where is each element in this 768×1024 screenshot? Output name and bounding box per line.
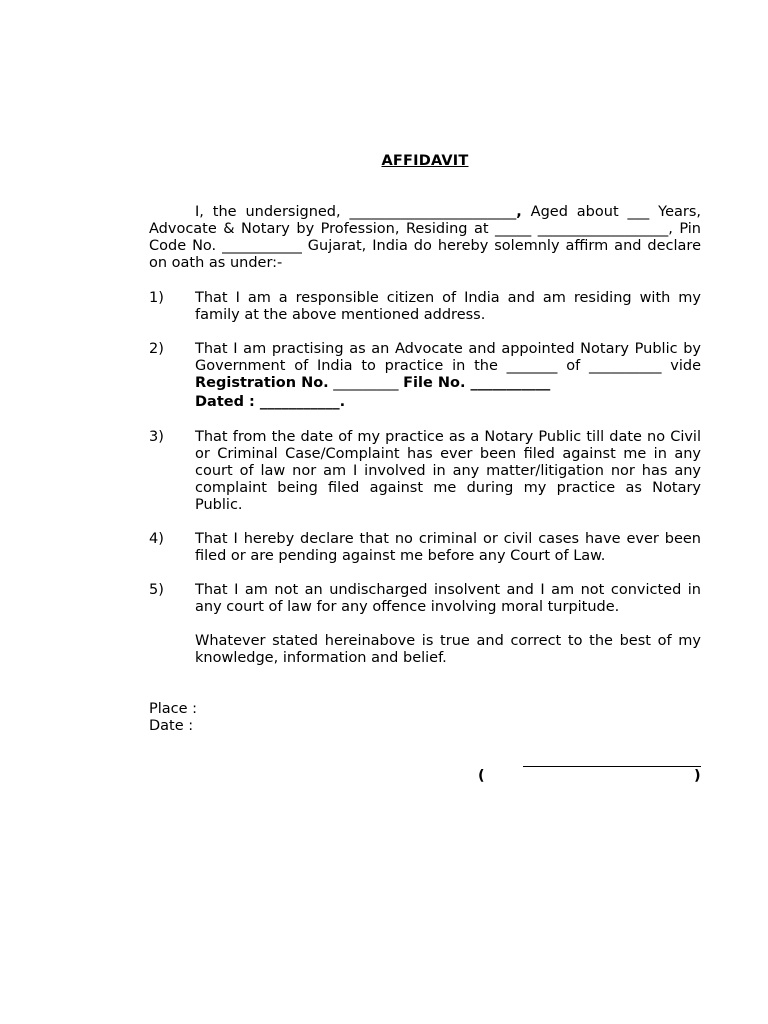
item-text: That I hereby declare that no criminal or civil cases have ever been filed or are pending against me before any Court of Law. bbox=[195, 531, 701, 564]
registration-label: Registration No. bbox=[195, 375, 329, 391]
item-number: 4) bbox=[149, 531, 164, 547]
dated-line: Dated : ___________. bbox=[195, 394, 346, 410]
item-number: 2) bbox=[149, 341, 164, 357]
intro-paragraph bbox=[149, 204, 701, 272]
declaration-item-1 bbox=[149, 290, 701, 324]
signature-line bbox=[523, 766, 701, 767]
declaration-item-3 bbox=[149, 429, 701, 514]
declaration-item-4 bbox=[149, 531, 701, 565]
item-text: That I am a responsible citizen of India and am residing with my family at the above mentioned address. bbox=[195, 290, 701, 323]
signature-open-paren: ( bbox=[478, 768, 485, 784]
item-text-part: That I am practising as an Advocate and appointed Notary Public by Government of India to practice in the _______ of __________ vide bbox=[195, 341, 701, 374]
signature-close-paren: ) bbox=[694, 768, 701, 784]
item-text bbox=[195, 341, 701, 392]
document-title: AFFIDAVIT bbox=[381, 153, 469, 169]
intro-comma: , bbox=[516, 204, 522, 220]
registration-blank: _________ bbox=[328, 375, 404, 391]
name-blank: _______________________ bbox=[349, 204, 517, 220]
declaration-item-2 bbox=[149, 341, 701, 411]
date-label: Date : bbox=[149, 718, 194, 734]
declaration-item-5 bbox=[149, 582, 701, 616]
place-label: Place : bbox=[149, 701, 198, 717]
closing-statement: Whatever stated hereinabove is true and correct to the best of my knowledge, information and belief. bbox=[195, 633, 701, 666]
item-number: 1) bbox=[149, 290, 164, 306]
file-number-label: File No. bbox=[403, 375, 466, 391]
item-number: 5) bbox=[149, 582, 164, 598]
item-text: That I am not an undischarged insolvent and I am not convicted in any court of law for any offence involving moral turpitude. bbox=[195, 582, 701, 615]
intro-text-rest: Aged about ___ Years, Advocate & Notary by Profession, Residing at _____ __________________, Pin Code No. ___________ Gujarat, India do hereby solemnly affirm and declare on oath as under:- bbox=[149, 204, 702, 271]
file-number-blank: ___________ bbox=[465, 375, 551, 391]
item-text: That from the date of my practice as a Notary Public till date no Civil or Criminal Case/Complaint has ever been filed against me in any court of law nor am I involved in any matter/litigation nor has any complaint being filed against me during my practice as Notary Public. bbox=[195, 429, 701, 513]
intro-text-start: I, the undersigned, bbox=[195, 204, 350, 220]
item-number: 3) bbox=[149, 429, 164, 445]
